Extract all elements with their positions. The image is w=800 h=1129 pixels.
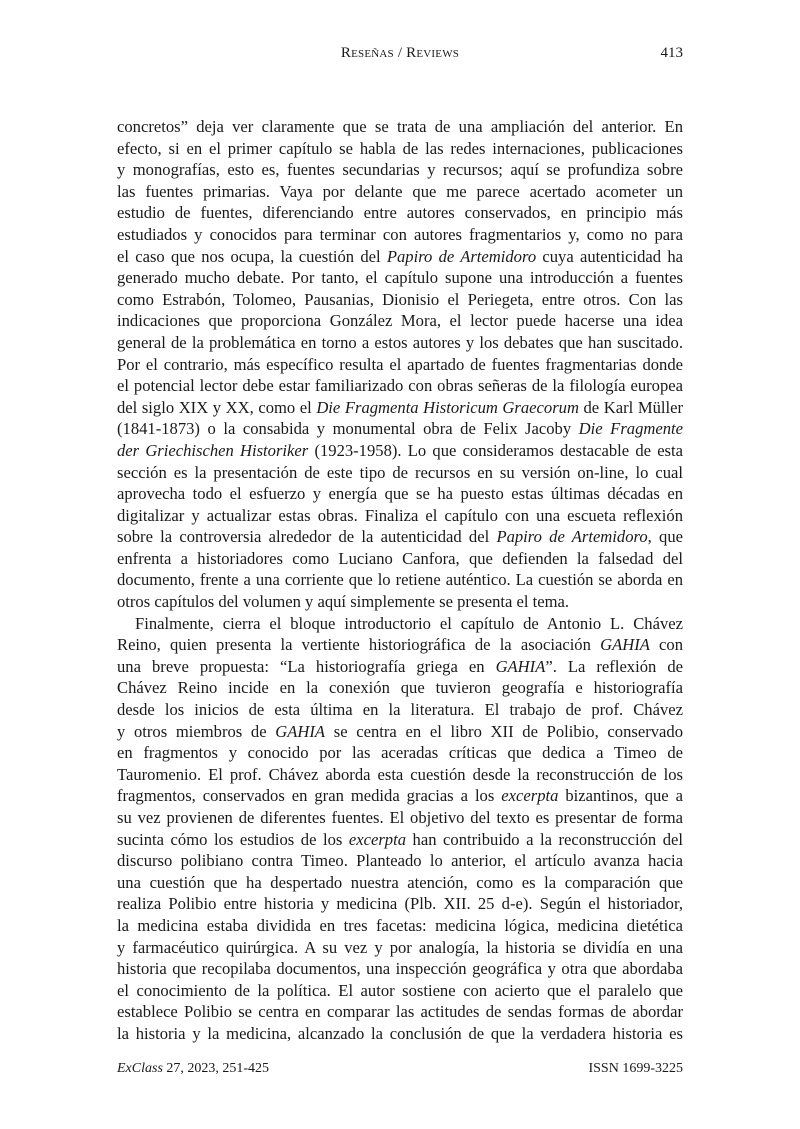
text-line xyxy=(117,397,683,419)
text-segment: sucinta cómo los estudios de los xyxy=(117,829,349,849)
journal-name: ExClass xyxy=(117,1061,163,1076)
paragraph xyxy=(117,613,683,1045)
text-segment: de Karl Müller xyxy=(578,397,683,417)
text-line xyxy=(117,613,683,635)
text-line xyxy=(117,332,683,354)
text-segment: la historia y la medicina, alcanzado la conclusión de que la verdadera historia es xyxy=(117,1023,683,1043)
text-segment: realiza Polibio entre historia y medicina (Plb. XII. 25 d-e). Según el historiador, xyxy=(117,894,683,914)
text-segment: historia que recopilaba documentos, una inspección geográfica y otra que abordaba xyxy=(117,959,683,979)
running-title: Reseñas / Reviews xyxy=(340,45,460,61)
text-segment: otros capítulos del volumen y aquí simplemente se presenta el tema. xyxy=(117,592,570,612)
text-segment: cuya autenticidad ha xyxy=(536,246,683,266)
text-line xyxy=(117,807,683,829)
text-line xyxy=(117,569,683,591)
text-line xyxy=(117,1023,683,1045)
italic-title: der Griechischen Historiker xyxy=(117,440,309,460)
text-line xyxy=(117,548,683,570)
text-segment: el potencial lector debe estar familiarizado con obras señeras de la filología europea xyxy=(117,376,683,396)
text-segment: se centra en el libro XII de Polibio, conservado xyxy=(325,721,683,741)
text-line xyxy=(117,224,683,246)
text-segment: Por el contrario, más específico resulta el apartado de fuentes fragmentarias donde xyxy=(117,354,683,374)
text-segment: establece Polibio se centra en comparar las actitudes de sendas formas de abordar xyxy=(117,1002,683,1022)
text-segment: concretos” deja ver claramente que se trata de una ampliación del anterior. En xyxy=(117,117,683,136)
text-line xyxy=(117,980,683,1002)
text-segment: fragmentos, conservados en gran medida gracias a los xyxy=(117,786,502,806)
text-line xyxy=(117,850,683,872)
text-line xyxy=(117,505,683,527)
italic-title: GAHIA xyxy=(600,635,650,655)
text-line xyxy=(117,915,683,937)
text-line xyxy=(117,526,683,548)
text-segment: una cuestión que ha despertado nuestra atención, como es la comparación que xyxy=(117,872,683,892)
text-segment: generado mucho debate. Por tanto, el capítulo supone una introducción a fuentes xyxy=(117,268,683,288)
text-line xyxy=(117,267,683,289)
italic-title: GAHIA xyxy=(275,721,326,741)
text-segment: y monografías, esto es, fuentes secundarias y recursos; aquí se profundiza sobre xyxy=(117,160,683,180)
italic-title: Die Fragmenta Historicum Graecorum xyxy=(316,397,579,417)
paragraph xyxy=(117,116,683,613)
text-segment: en fragmentos y conocido por las aceradas críticas que dedica a Timeo de xyxy=(117,743,683,763)
text-segment: Reino, quien presenta la vertiente historiográfica de la asociación xyxy=(117,635,601,655)
text-segment: las fuentes primarias. Vaya por delante que me parece acertado acometer un xyxy=(117,181,683,201)
text-segment: y otros miembros de xyxy=(117,721,276,741)
volume-pages: 27, 2023, 251-425 xyxy=(162,1061,270,1076)
text-segment: efecto, si en el primer capítulo se habla de las redes internaciones, publicaciones xyxy=(117,138,683,158)
text-line xyxy=(117,764,683,786)
text-segment: y farmacéutico quirúrgica. A su vez y por analogía, la historia se dividía en una xyxy=(117,937,683,957)
text-line xyxy=(117,785,683,807)
text-segment: desde los inicios de esta última en la literatura. El trabajo de prof. Chávez xyxy=(117,700,683,720)
text-segment: indicaciones que proporciona González Mora, el lector puede hacerse una idea xyxy=(117,311,683,331)
italic-title: GAHIA xyxy=(495,656,546,676)
text-segment: documento, frente a una corriente que lo retiene auténtico. La cuestión se aborda en xyxy=(117,570,683,590)
text-line xyxy=(117,440,683,462)
text-segment: como Estrabón, Tolomeo, Pausanias, Dionisio el Periegeta, entre otros. Con las xyxy=(117,289,683,309)
text-line xyxy=(117,483,683,505)
text-line xyxy=(117,958,683,980)
text-segment: (1841-1873) o la consabida y monumental obra de Felix Jacoby xyxy=(117,419,579,439)
text-line xyxy=(117,872,683,894)
text-line xyxy=(117,418,683,440)
text-line xyxy=(117,181,683,203)
body-text xyxy=(117,116,683,1045)
text-line xyxy=(117,310,683,332)
text-line xyxy=(117,116,683,138)
text-segment: el caso que nos ocupa, la cuestión del xyxy=(117,246,387,266)
text-line xyxy=(117,246,683,268)
text-segment: , que xyxy=(647,527,683,547)
text-segment: estudio de fuentes, diferenciando entre autores conservados, en principio más xyxy=(117,203,683,223)
italic-title: excerpta xyxy=(501,786,559,806)
text-segment: general de la problemática en torno a estos autores y los debates que han suscitado. xyxy=(117,332,683,352)
text-segment: enfrenta a historiadores como Luciano Canfora, que defienden la falsedad del xyxy=(117,548,683,568)
page-header xyxy=(117,45,683,67)
text-segment: sección es la presentación de este tipo de recursos en su versión on-line, lo cual xyxy=(117,462,683,482)
text-segment: una breve propuesta: “La historiografía griega en xyxy=(117,656,496,676)
text-segment: el conocimiento de la política. El autor sostiene con acierto que el paralelo que xyxy=(117,980,683,1000)
italic-title: Papiro de Artemidoro xyxy=(386,246,537,266)
text-line xyxy=(117,159,683,181)
text-segment: (1923-1958). Lo que consideramos destacable de esta xyxy=(308,440,683,460)
italic-title: Papiro de Artemidoro xyxy=(496,527,648,547)
text-line xyxy=(117,138,683,160)
italic-title: Die Fragmente xyxy=(578,419,683,439)
text-segment: sobre la controversia alrededor de la autenticidad del xyxy=(117,527,497,547)
text-line xyxy=(117,202,683,224)
journal-citation xyxy=(117,1061,269,1077)
text-line xyxy=(117,937,683,959)
text-segment: la medicina estaba dividida en tres facetas: medicina lógica, medicina dietética xyxy=(117,915,683,935)
text-line xyxy=(117,634,683,656)
text-line xyxy=(117,893,683,915)
text-segment: digitalizar y actualizar estas obras. Finaliza el capítulo con una escueta reflexión xyxy=(117,505,683,525)
italic-title: excerpta xyxy=(348,829,407,849)
text-line xyxy=(117,462,683,484)
text-segment: con xyxy=(649,635,684,655)
text-segment: ”. La reflexión de xyxy=(545,656,684,676)
text-line xyxy=(117,289,683,311)
text-segment: Chávez Reino incide en la conexión que tuvieron geografía e historiografía xyxy=(117,678,683,698)
text-segment: estudiados y conocidos para terminar con autores fragmentarios y, como no para xyxy=(117,224,683,244)
text-line xyxy=(117,829,683,851)
issn: ISSN 1699-3225 xyxy=(588,1061,683,1076)
text-segment: Finalmente, cierra el bloque introductorio el capítulo de Antonio L. Chávez xyxy=(135,613,683,633)
text-line xyxy=(117,721,683,743)
text-line xyxy=(117,656,683,678)
text-segment: aprovecha todo el esfuerzo y energía que se ha puesto estas últimas décadas en xyxy=(117,484,683,504)
text-segment: Tauromenio. El prof. Chávez aborda esta cuestión desde la reconstrucción de los xyxy=(117,764,683,784)
text-segment: bizantinos, que a xyxy=(558,786,683,806)
text-line xyxy=(117,354,683,376)
page-number: 413 xyxy=(660,45,683,61)
text-segment: discurso polibiano contra Timeo. Planteado lo anterior, el artículo avanza hacia xyxy=(117,851,683,871)
text-line xyxy=(117,591,683,613)
text-line xyxy=(117,699,683,721)
text-segment: del siglo XIX y XX, como el xyxy=(117,397,317,417)
text-line xyxy=(117,375,683,397)
text-segment: su vez provienen de diferentes fuentes. El objetivo del texto es presentar de forma xyxy=(117,808,683,827)
text-segment: han contribuido a la reconstrucción del xyxy=(406,829,683,849)
text-line xyxy=(117,677,683,699)
text-line xyxy=(117,1001,683,1023)
text-line xyxy=(117,742,683,764)
